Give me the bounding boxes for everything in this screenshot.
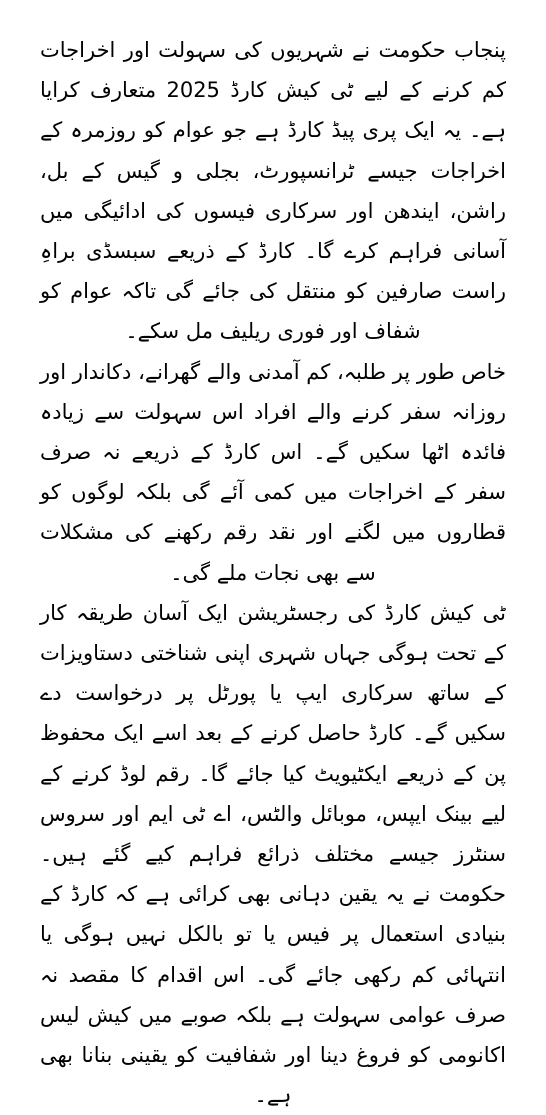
article-paragraph: پنجاب حکومت نے شہریوں کی سہولت اور اخراجات کم کرنے کے لیے ٹی کیش کارڈ 2025 متعارف کرایا ہے۔ یہ ایک پری پیڈ کارڈ ہے جو عوام کو روزمرہ کے اخراجات جیسے ٹرانسپورٹ، بجلی و گیس کے بل، راشن، ایندھن اور سرکاری فیسوں کی ادائیگی میں آسانی فراہم کرے گا۔ کارڈ کے ذریعے سبسڈی براہِ راست صارفین کو منتقل کی جائے گی تاکہ عوام کو شفاف اور فوری ریلیف مل سکے۔ (40, 38, 507, 344)
article-paragraph: خاص طور پر طلبہ، کم آمدنی والے گھرانے، دکاندار اور روزانہ سفر کرنے والے افراد اس سہولت سے زیادہ فائدہ اٹھا سکیں گے۔ اس کارڈ کے ذریعے نہ صرف سفر کے اخراجات میں کمی آئے گی بلکہ لوگوں کو قطاروں میں لگنے اور نقد رقم رکھنے کی مشکلات سے بھی نجات ملے گی۔ (40, 359, 506, 585)
article-paragraph: ٹی کیش کارڈ کی رجسٹریشن ایک آسان طریقہ کار کے تحت ہوگی جہاں شہری اپنی شناختی دستاویزات کے ساتھ سرکاری ایپ یا پورٹل پر درخواست دے سکیں گے۔ کارڈ حاصل کرنے کے بعد اسے ایک محفوظ پن کے ذریعے ایکٹیویٹ کیا جائے گا۔ رقم لوڈ کرنے کے لیے بینک ایپس، موبائل والٹس، اے ٹی ایم اور سروس سنٹرز جیسے مختلف ذرائع فراہم کیے گئے ہیں۔ حکومت نے یہ یقین دہانی بھی کرائی ہے کہ کارڈ کے بنیادی استعمال پر فیس یا تو بالکل نہیں ہوگی یا انتہائی کم رکھی جائے گی۔ اس اقدام کا مقصد نہ صرف عوامی سہولت ہے بلکہ صوبے میں کیش لیس اکانومی کو فروغ دینا اور شفافیت کو یقینی بنانا بھی ہے۔ (40, 600, 506, 1108)
